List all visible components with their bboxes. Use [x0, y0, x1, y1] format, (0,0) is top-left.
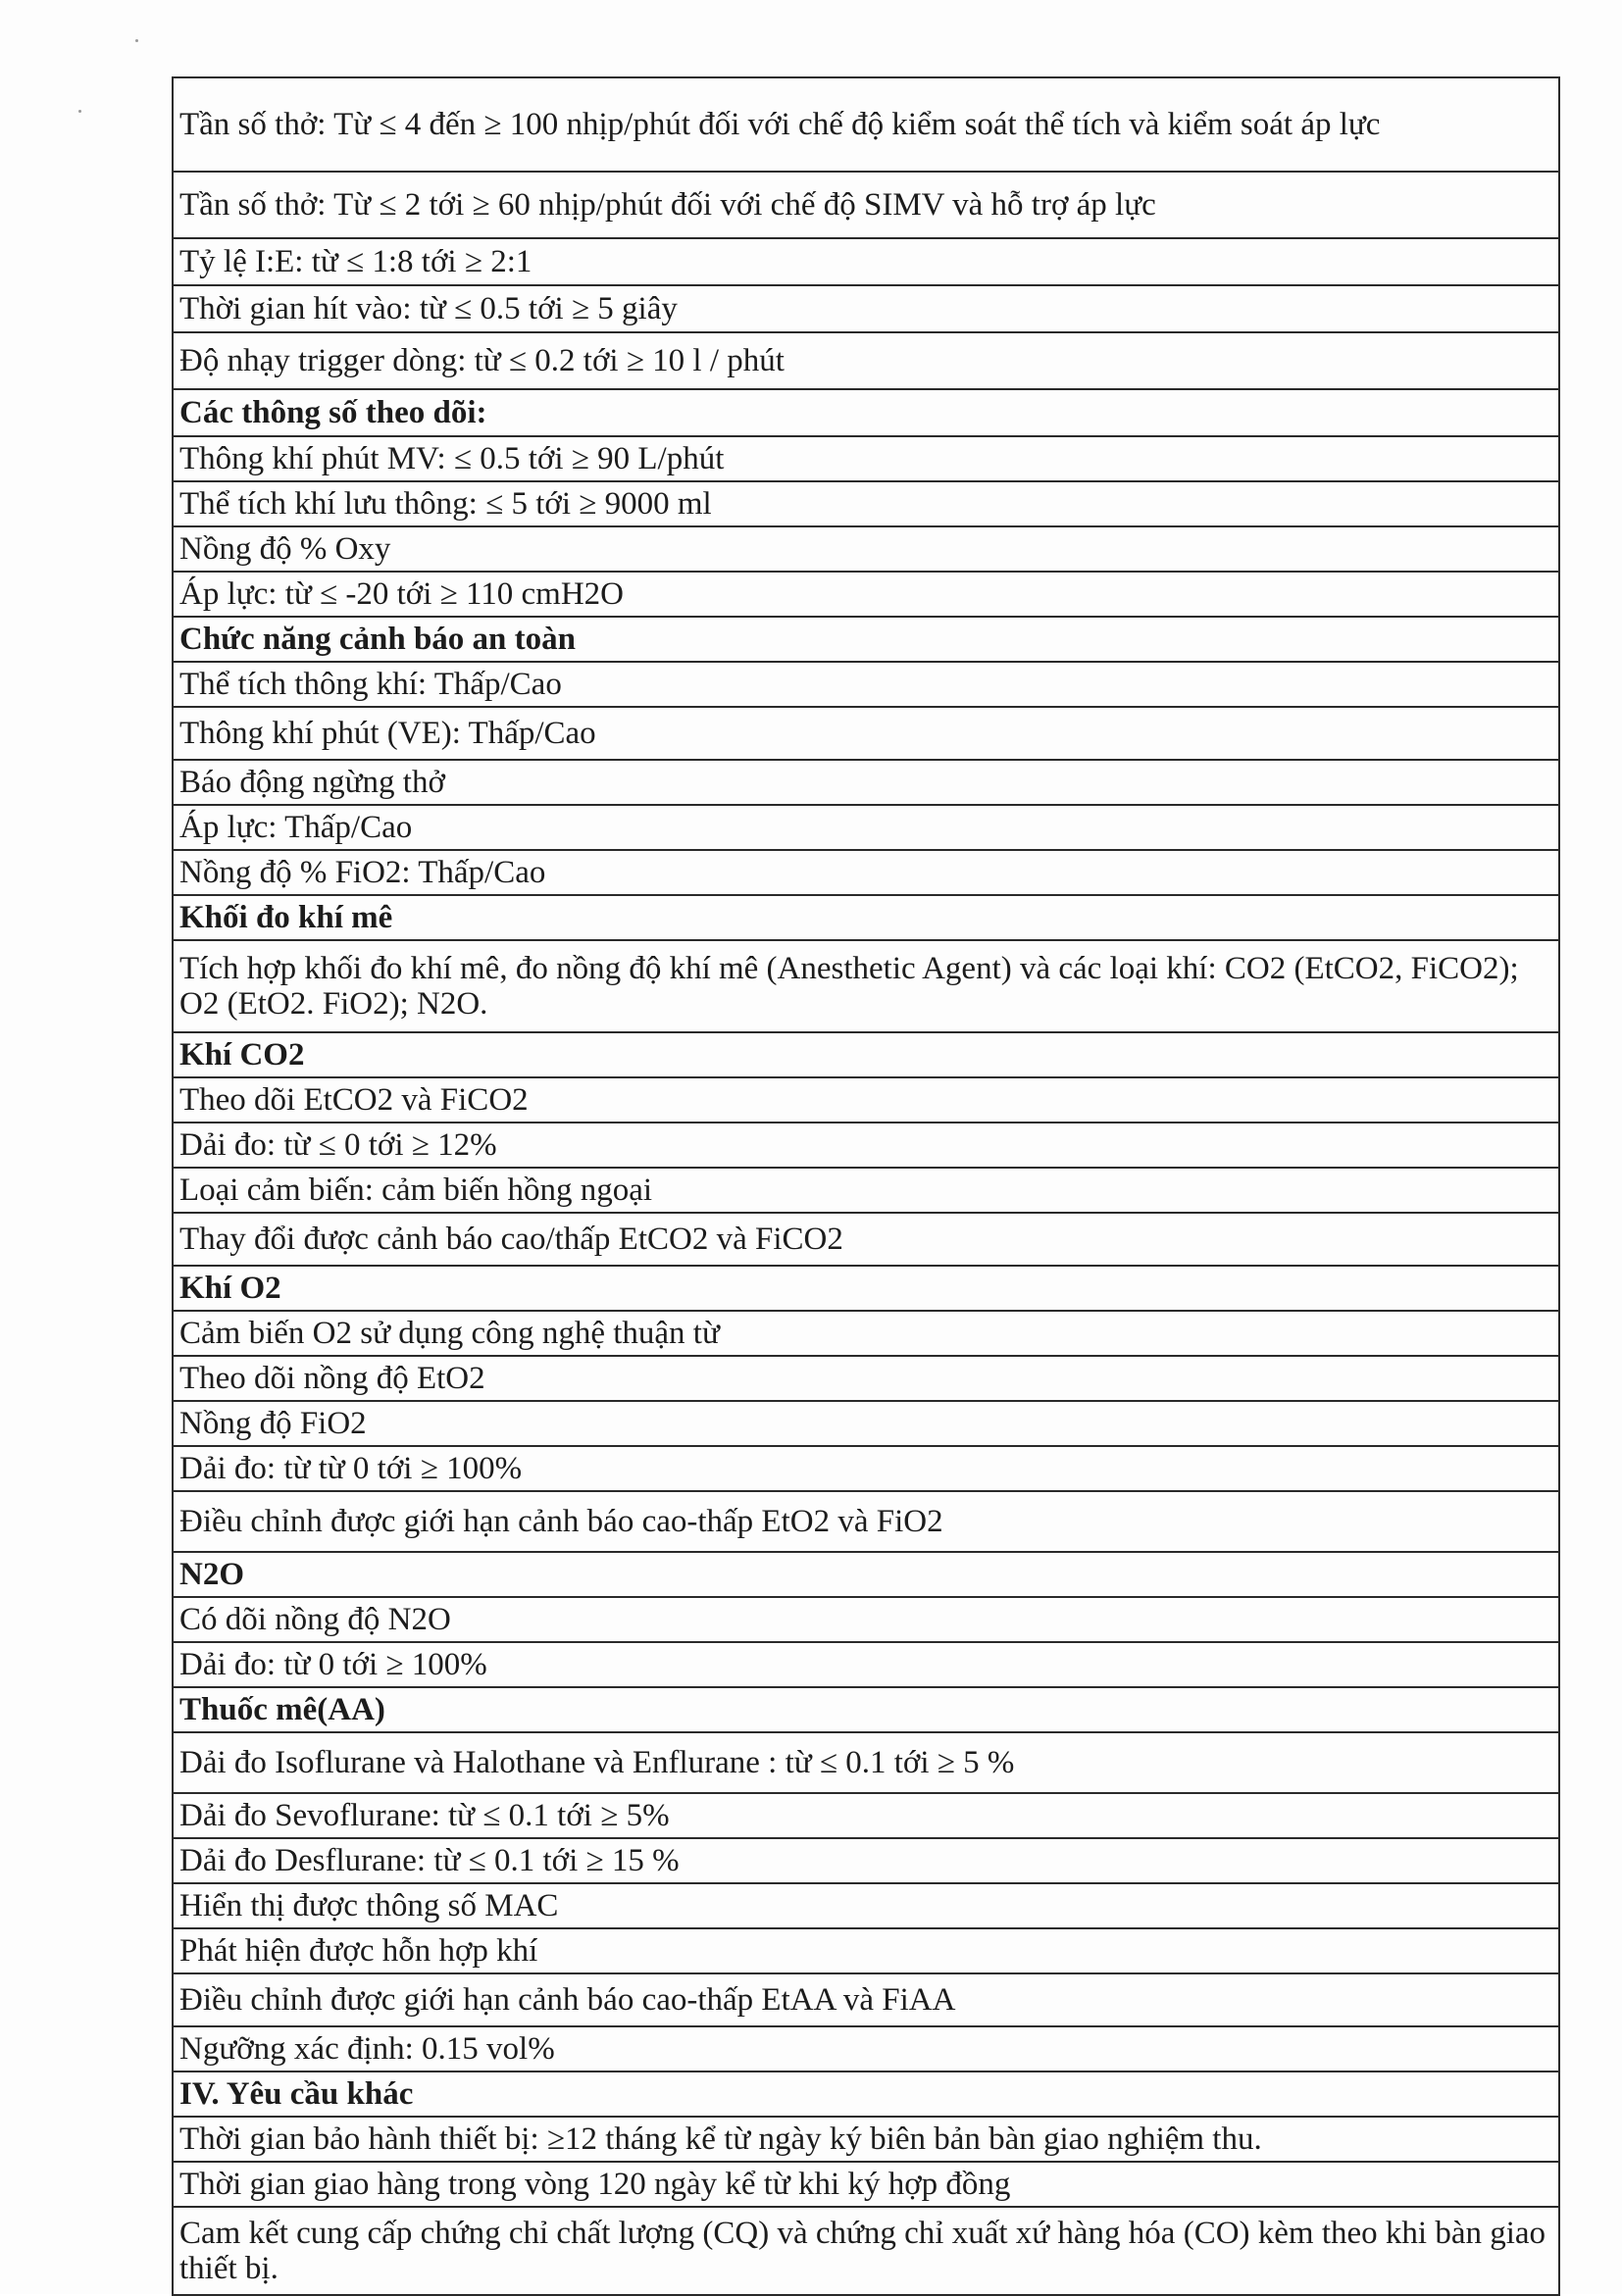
spec-row [173, 1123, 1559, 1168]
spec-row [173, 2026, 1559, 2071]
section-header-row [173, 1552, 1559, 1597]
spec-row [173, 2117, 1559, 2162]
spec-row [173, 1311, 1559, 1356]
spec-cell: Điều chỉnh được giới hạn cảnh báo cao-thấp EtAA và FiAA [173, 1973, 1559, 2026]
spec-cell: Loại cảm biến: cảm biến hồng ngoại [173, 1168, 1559, 1213]
spec-row [173, 1401, 1559, 1446]
spec-cell: Theo dõi EtCO2 và FiCO2 [173, 1077, 1559, 1123]
spec-cell: Phát hiện được hỗn hợp khí [173, 1928, 1559, 1973]
section-header-row [173, 895, 1559, 940]
spec-cell: Thông khí phút MV: ≤ 0.5 tới ≥ 90 L/phút [173, 436, 1559, 481]
section-header-row [173, 389, 1559, 436]
spec-row [173, 1973, 1559, 2026]
spec-row [173, 1928, 1559, 1973]
spec-row [173, 238, 1559, 285]
spec-cell: Điều chỉnh được giới hạn cảnh báo cao-thấp EtO2 và FiO2 [173, 1491, 1559, 1552]
section-header-row [173, 1266, 1559, 1311]
section-header-cell: Các thông số theo dõi: [173, 389, 1559, 436]
spec-cell: Có dõi nồng độ N2O [173, 1597, 1559, 1642]
spec-cell: Tỷ lệ I:E: từ ≤ 1:8 tới ≥ 2:1 [173, 238, 1559, 285]
spec-row [173, 436, 1559, 481]
spec-cell: Tích hợp khối đo khí mê, đo nồng độ khí mê (Anesthetic Agent) và các loại khí: CO2 (EtCO2, FiCO2); O2 (EtO2. FiO2); N2O. [173, 940, 1559, 1032]
spec-cell: Dải đo Sevoflurane: từ ≤ 0.1 tới ≥ 5% [173, 1793, 1559, 1838]
scan-speck [135, 39, 138, 42]
spec-row [173, 1642, 1559, 1687]
spec-row [173, 1883, 1559, 1928]
spec-row [173, 332, 1559, 389]
spec-row [173, 1168, 1559, 1213]
spec-row [173, 1793, 1559, 1838]
spec-cell: Dải đo Isoflurane và Halothane và Enflurane : từ ≤ 0.1 tới ≥ 5 % [173, 1732, 1559, 1793]
spec-row [173, 1491, 1559, 1552]
section-header-cell: Khí CO2 [173, 1032, 1559, 1077]
spec-row [173, 1732, 1559, 1793]
spec-cell: Nồng độ FiO2 [173, 1401, 1559, 1446]
specification-table-body [173, 77, 1559, 2295]
spec-row [173, 285, 1559, 332]
spec-row [173, 526, 1559, 572]
section-header-cell: Khí O2 [173, 1266, 1559, 1311]
spec-cell: Tần số thở: Từ ≤ 4 đến ≥ 100 nhịp/phút đối với chế độ kiểm soát thể tích và kiểm soát áp lực [173, 77, 1559, 172]
spec-row [173, 940, 1559, 1032]
spec-row [173, 172, 1559, 238]
spec-row [173, 481, 1559, 526]
spec-row [173, 1597, 1559, 1642]
spec-row [173, 1077, 1559, 1123]
section-header-row [173, 617, 1559, 662]
spec-row [173, 2207, 1559, 2295]
section-header-cell: Chức năng cảnh báo an toàn [173, 617, 1559, 662]
spec-row [173, 805, 1559, 850]
section-header-cell: Khối đo khí mê [173, 895, 1559, 940]
spec-cell: Dải đo: từ 0 tới ≥ 100% [173, 1642, 1559, 1687]
spec-cell: Áp lực: từ ≤ -20 tới ≥ 110 cmH2O [173, 572, 1559, 617]
spec-row [173, 1838, 1559, 1883]
spec-row [173, 850, 1559, 895]
spec-cell: Thời gian hít vào: từ ≤ 0.5 tới ≥ 5 giây [173, 285, 1559, 332]
spec-row [173, 77, 1559, 172]
spec-row [173, 1213, 1559, 1266]
spec-cell: Cam kết cung cấp chứng chỉ chất lượng (CQ) và chứng chỉ xuất xứ hàng hóa (CO) kèm theo khi bàn giao thiết bị. [173, 2207, 1559, 2295]
spec-cell: Dải đo Desflurane: từ ≤ 0.1 tới ≥ 15 % [173, 1838, 1559, 1883]
spec-cell: Nồng độ % FiO2: Thấp/Cao [173, 850, 1559, 895]
spec-row [173, 572, 1559, 617]
spec-cell: Thể tích khí lưu thông: ≤ 5 tới ≥ 9000 ml [173, 481, 1559, 526]
spec-cell: Thời gian giao hàng trong vòng 120 ngày kể từ khi ký hợp đồng [173, 2162, 1559, 2207]
specification-table [172, 76, 1560, 2296]
spec-row [173, 1446, 1559, 1491]
section-header-cell: IV. Yêu cầu khác [173, 2071, 1559, 2117]
spec-cell: Thể tích thông khí: Thấp/Cao [173, 662, 1559, 707]
spec-cell: Tần số thở: Từ ≤ 2 tới ≥ 60 nhịp/phút đối với chế độ SIMV và hỗ trợ áp lực [173, 172, 1559, 238]
spec-cell: Thay đổi được cảnh báo cao/thấp EtCO2 và FiCO2 [173, 1213, 1559, 1266]
spec-row [173, 662, 1559, 707]
spec-cell: Dải đo: từ ≤ 0 tới ≥ 12% [173, 1123, 1559, 1168]
spec-cell: Hiển thị được thông số MAC [173, 1883, 1559, 1928]
spec-row [173, 707, 1559, 760]
section-header-cell: Thuốc mê(AA) [173, 1687, 1559, 1732]
scan-speck [78, 110, 81, 113]
spec-cell: Nồng độ % Oxy [173, 526, 1559, 572]
spec-cell: Cảm biến O2 sử dụng công nghệ thuận từ [173, 1311, 1559, 1356]
section-header-row [173, 1687, 1559, 1732]
section-header-cell: N2O [173, 1552, 1559, 1597]
spec-cell: Theo dõi nồng độ EtO2 [173, 1356, 1559, 1401]
spec-cell: Ngưỡng xác định: 0.15 vol% [173, 2026, 1559, 2071]
spec-row [173, 760, 1559, 805]
spec-cell: Độ nhạy trigger dòng: từ ≤ 0.2 tới ≥ 10 l / phút [173, 332, 1559, 389]
spec-cell: Áp lực: Thấp/Cao [173, 805, 1559, 850]
spec-row [173, 1356, 1559, 1401]
spec-cell: Thời gian bảo hành thiết bị: ≥12 tháng kể từ ngày ký biên bản bàn giao nghiệm thu. [173, 2117, 1559, 2162]
spec-cell: Dải đo: từ từ 0 tới ≥ 100% [173, 1446, 1559, 1491]
spec-row [173, 2162, 1559, 2207]
section-header-row [173, 2071, 1559, 2117]
spec-cell: Thông khí phút (VE): Thấp/Cao [173, 707, 1559, 760]
section-header-row [173, 1032, 1559, 1077]
spec-cell: Báo động ngừng thở [173, 760, 1559, 805]
